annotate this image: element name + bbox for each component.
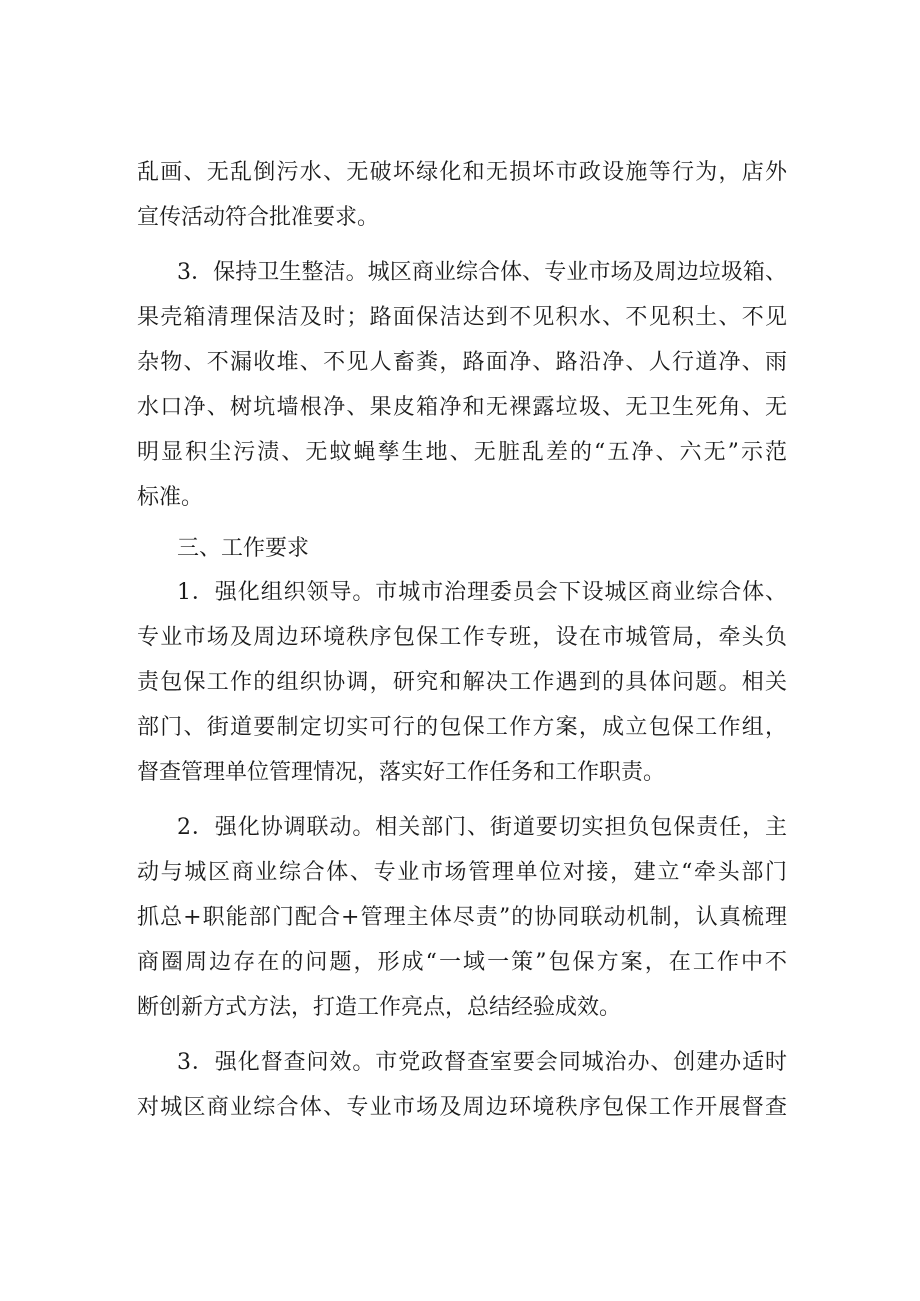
body-text-line: 断创新方式方法，打造工作亮点，总结经验成效。 [137,995,622,1020]
body-text-line: 杂物、不漏收堆、不见人畜粪，路面净、路沿净、人行道净、雨 [137,350,787,375]
paragraph-item-2-coordination: 2．强化协调联动。相关部门、街道要切实担负包保责任，主 [177,815,787,840]
body-text-line: 标准。 [137,485,204,510]
body-text-line: 果壳箱清理保洁及时；路面保洁达到不见积水、不见积土、不见 [137,305,787,330]
body-text-line: 宣传活动符合批准要求。 [137,205,380,230]
body-text-line: 抓总+职能部门配合+管理主体尽责”的协同联动机制，认真梳理 [137,905,787,930]
paragraph-item-1-leadership: 1．强化组织领导。市城市治理委员会下设城区商业综合体、 [177,580,787,605]
body-text-line: 商圈周边存在的问题，形成“一域一策”包保方案，在工作中不 [137,950,787,975]
body-text-line: 对城区商业综合体、专业市场及周边环境秩序包保工作开展督查 [137,1095,787,1120]
body-text-line: 督查管理单位管理情况，落实好工作任务和工作职责。 [137,760,666,785]
body-text-line: 部门、街道要制定切实可行的包保工作方案，成立包保工作组， [137,715,787,740]
section-heading: 三、工作要求 [177,536,310,561]
body-text-line: 动与城区商业综合体、专业市场管理单位对接，建立“牵头部门 [137,860,787,885]
body-text-line: 明显积尘污渍、无蚊蝇孳生地、无脏乱差的“五净、六无”示范 [137,440,787,465]
body-text-line: 责包保工作的组织协调，研究和解决工作遇到的具体问题。相关 [137,670,787,695]
paragraph-item-3-hygiene: 3．保持卫生整洁。城区商业综合体、专业市场及周边垃圾箱、 [177,260,787,285]
body-text-line: 水口净、树坑墙根净、果皮箱净和无裸露垃圾、无卫生死角、无 [137,395,787,420]
body-text-line: 专业市场及周边环境秩序包保工作专班，设在市城管局，牵头负 [137,625,787,650]
paragraph-item-3-supervision: 3．强化督查问效。市党政督查室要会同城治办、创建办适时 [177,1050,787,1075]
body-text-line: 乱画、无乱倒污水、无破坏绿化和无损坏市政设施等行为，店外 [137,160,787,185]
